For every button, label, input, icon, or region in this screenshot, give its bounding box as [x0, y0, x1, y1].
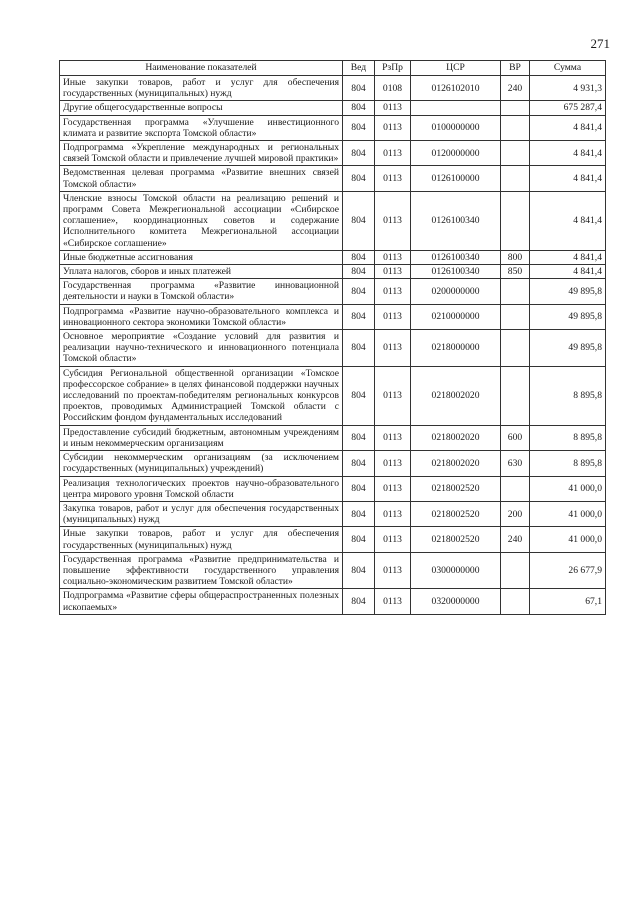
cell-vr — [501, 166, 530, 191]
cell-sum: 41 000,0 — [530, 501, 606, 526]
cell-rzpr: 0113 — [375, 265, 411, 279]
header-row — [60, 61, 606, 76]
cell-rzpr: 0113 — [375, 476, 411, 501]
cell-name: Реализация технологических проектов научно-образовательного центра мирового уровня Томской области — [60, 476, 343, 501]
cell-sum: 4 841,4 — [530, 191, 606, 250]
cell-ved: 804 — [343, 250, 375, 264]
cell-sum: 41 000,0 — [530, 527, 606, 552]
table-row — [60, 476, 606, 501]
cell-rzpr: 0113 — [375, 589, 411, 614]
cell-vr — [501, 191, 530, 250]
cell-name: Подпрограмма «Развитие научно-образовательного комплекса и инновационного сектора экономики Томской области» — [60, 304, 343, 329]
cell-sum: 49 895,8 — [530, 279, 606, 304]
cell-sum: 8 895,8 — [530, 451, 606, 476]
cell-csr: 0320000000 — [411, 589, 501, 614]
cell-ved: 804 — [343, 279, 375, 304]
cell-sum: 4 841,4 — [530, 250, 606, 264]
cell-csr: 0300000000 — [411, 552, 501, 589]
table-header — [60, 61, 606, 76]
table-row — [60, 589, 606, 614]
table-row — [60, 115, 606, 140]
cell-name: Иные бюджетные ассигнования — [60, 250, 343, 264]
cell-vr: 800 — [501, 250, 530, 264]
cell-name: Государственная программа «Улучшение инвестиционного климата и развитие экспорта Томской области» — [60, 115, 343, 140]
cell-csr — [411, 101, 501, 115]
cell-vr — [501, 589, 530, 614]
table-row — [60, 366, 606, 425]
cell-name: Субсидии некоммерческим организациям (за исключением государственных (муниципальных) учреждений) — [60, 451, 343, 476]
cell-name: Иные закупки товаров, работ и услуг для обеспечения государственных (муниципальных) нужд — [60, 76, 343, 101]
table-row — [60, 250, 606, 264]
cell-sum: 41 000,0 — [530, 476, 606, 501]
cell-vr — [501, 101, 530, 115]
cell-ved: 804 — [343, 589, 375, 614]
cell-ved: 804 — [343, 476, 375, 501]
cell-rzpr: 0113 — [375, 366, 411, 425]
cell-name: Основное мероприятие «Создание условий для развития и реализации научно-технического и инновационного потенциала Томской области» — [60, 330, 343, 367]
cell-csr: 0126100340 — [411, 191, 501, 250]
cell-ved: 804 — [343, 425, 375, 450]
cell-vr — [501, 366, 530, 425]
cell-vr: 240 — [501, 76, 530, 101]
cell-rzpr: 0113 — [375, 527, 411, 552]
cell-rzpr: 0113 — [375, 451, 411, 476]
cell-ved: 804 — [343, 115, 375, 140]
cell-csr: 0200000000 — [411, 279, 501, 304]
cell-vr — [501, 304, 530, 329]
cell-ved: 804 — [343, 191, 375, 250]
cell-ved: 804 — [343, 366, 375, 425]
cell-vr: 240 — [501, 527, 530, 552]
column-header-ved: Вед — [343, 61, 375, 76]
cell-sum: 26 677,9 — [530, 552, 606, 589]
cell-csr: 0100000000 — [411, 115, 501, 140]
table-row — [60, 451, 606, 476]
cell-name: Государственная программа «Развитие инновационной деятельности и науки в Томской области» — [60, 279, 343, 304]
table-row — [60, 141, 606, 166]
cell-vr — [501, 552, 530, 589]
cell-sum: 675 287,4 — [530, 101, 606, 115]
cell-csr: 0210000000 — [411, 304, 501, 329]
table-row — [60, 552, 606, 589]
cell-name: Подпрограмма «Развитие сферы общераспространенных полезных ископаемых» — [60, 589, 343, 614]
cell-rzpr: 0113 — [375, 330, 411, 367]
cell-name: Членские взносы Томской области на реализацию решений и программ Совета Межрегиональной ассоциации «Сибирское соглашение», координационных советов и содержание Исполнительного комитета Межрегиональной ассоциации «Сибирское соглашение» — [60, 191, 343, 250]
cell-rzpr: 0113 — [375, 425, 411, 450]
budget-table — [59, 60, 606, 615]
cell-rzpr: 0113 — [375, 501, 411, 526]
column-header-vr: ВР — [501, 61, 530, 76]
cell-rzpr: 0113 — [375, 141, 411, 166]
cell-vr — [501, 476, 530, 501]
table-row — [60, 191, 606, 250]
column-header-sum: Сумма — [530, 61, 606, 76]
cell-ved: 804 — [343, 304, 375, 329]
cell-csr: 0126100340 — [411, 265, 501, 279]
table-row — [60, 330, 606, 367]
cell-ved: 804 — [343, 141, 375, 166]
cell-name: Иные закупки товаров, работ и услуг для обеспечения государственных (муниципальных) нужд — [60, 527, 343, 552]
cell-csr: 0218002520 — [411, 501, 501, 526]
table-row — [60, 501, 606, 526]
cell-sum: 4 841,4 — [530, 115, 606, 140]
cell-ved: 804 — [343, 166, 375, 191]
cell-csr: 0126100340 — [411, 250, 501, 264]
cell-csr: 0218002020 — [411, 425, 501, 450]
cell-csr: 0218002520 — [411, 527, 501, 552]
cell-ved: 804 — [343, 552, 375, 589]
cell-vr: 200 — [501, 501, 530, 526]
cell-sum: 4 841,4 — [530, 166, 606, 191]
cell-ved: 804 — [343, 527, 375, 552]
cell-rzpr: 0113 — [375, 191, 411, 250]
cell-rzpr: 0113 — [375, 279, 411, 304]
cell-rzpr: 0113 — [375, 250, 411, 264]
cell-name: Предоставление субсидий бюджетным, автономным учреждениям и иным некоммерческим организациям — [60, 425, 343, 450]
table-row — [60, 265, 606, 279]
cell-vr: 630 — [501, 451, 530, 476]
table-row — [60, 279, 606, 304]
cell-rzpr: 0113 — [375, 166, 411, 191]
table-row — [60, 425, 606, 450]
cell-vr: 850 — [501, 265, 530, 279]
column-header-rzpr: РзПр — [375, 61, 411, 76]
cell-rzpr: 0113 — [375, 115, 411, 140]
cell-vr — [501, 279, 530, 304]
cell-sum: 4 841,4 — [530, 141, 606, 166]
cell-csr: 0218002020 — [411, 366, 501, 425]
cell-sum: 4 841,4 — [530, 265, 606, 279]
cell-vr: 600 — [501, 425, 530, 450]
cell-rzpr: 0113 — [375, 304, 411, 329]
cell-name: Государственная программа «Развитие предпринимательства и повышение эффективности государственного управления социально-экономическим развитием Томской области» — [60, 552, 343, 589]
cell-ved: 804 — [343, 101, 375, 115]
cell-sum: 8 895,8 — [530, 425, 606, 450]
column-header-name: Наименование показателей — [60, 61, 343, 76]
table-row — [60, 166, 606, 191]
cell-csr: 0126102010 — [411, 76, 501, 101]
cell-name: Уплата налогов, сборов и иных платежей — [60, 265, 343, 279]
cell-rzpr: 0113 — [375, 552, 411, 589]
cell-vr — [501, 330, 530, 367]
page-number: 271 — [590, 36, 610, 51]
cell-csr: 0218002020 — [411, 451, 501, 476]
column-header-csr: ЦСР — [411, 61, 501, 76]
cell-sum: 49 895,8 — [530, 330, 606, 367]
cell-sum: 67,1 — [530, 589, 606, 614]
cell-rzpr: 0108 — [375, 76, 411, 101]
table-body — [60, 76, 606, 615]
cell-csr: 0218002520 — [411, 476, 501, 501]
cell-sum: 49 895,8 — [530, 304, 606, 329]
table-row — [60, 304, 606, 329]
cell-vr — [501, 141, 530, 166]
cell-sum: 4 931,3 — [530, 76, 606, 101]
cell-ved: 804 — [343, 76, 375, 101]
cell-ved: 804 — [343, 265, 375, 279]
cell-name: Подпрограмма «Укрепление международных и региональных связей Томской области и привлечение лучшей мировой практики» — [60, 141, 343, 166]
cell-csr: 0126100000 — [411, 166, 501, 191]
cell-csr: 0120000000 — [411, 141, 501, 166]
cell-name: Субсидия Региональной общественной организации «Томское профессорское собрание» в целях финансовой поддержки научных исследований по проектам-победителям региональных конкурсов проектов, проводимых Администрацией Томской области с Российским фондом фундаментальных исследований — [60, 366, 343, 425]
cell-name: Закупка товаров, работ и услуг для обеспечения государственных (муниципальных) нужд — [60, 501, 343, 526]
cell-csr: 0218000000 — [411, 330, 501, 367]
cell-name: Ведомственная целевая программа «Развитие внешних связей Томской области» — [60, 166, 343, 191]
cell-ved: 804 — [343, 330, 375, 367]
cell-sum: 8 895,8 — [530, 366, 606, 425]
table-row — [60, 76, 606, 101]
cell-ved: 804 — [343, 501, 375, 526]
table-row — [60, 527, 606, 552]
table-row — [60, 101, 606, 115]
cell-vr — [501, 115, 530, 140]
cell-rzpr: 0113 — [375, 101, 411, 115]
cell-name: Другие общегосударственные вопросы — [60, 101, 343, 115]
cell-ved: 804 — [343, 451, 375, 476]
